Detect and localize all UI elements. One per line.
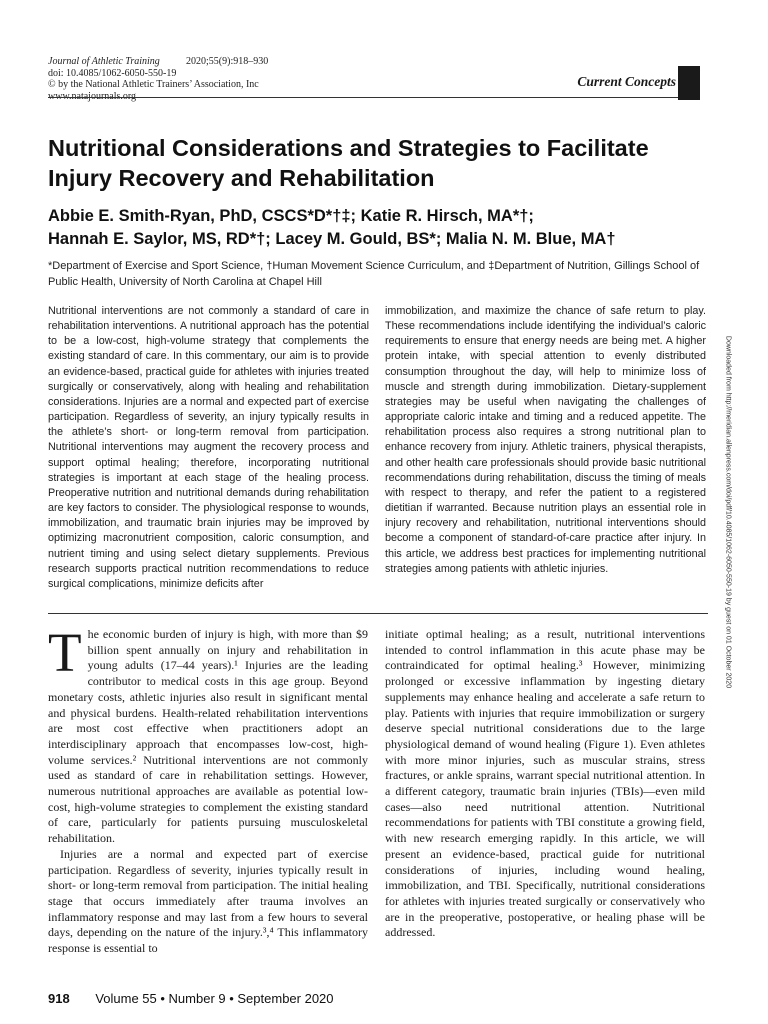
body-paragraph: initiate optimal healing; as a result, nutritional interventions intended to control inflammation in this acute phase may be contraindicated for optimal healing.³ However, minimizing prolonged or excessive inflammation by ingesting dietary supplements may enhance healing and accelerate a safe return to play. Patients with injuries that require immobilization or surgery deserve special nutritional considerations due to the large physiological demand of wound healing (Figure 1). Even athletes with more minor injuries, such as muscular strains, stress fractures, or ankle sprains, warrant special nutritional attention. In a different category, traumatic brain injuries (TBIs)—even mild cases—also need nutritional attention. Nutritional recommendations for patients with TBI constitute a growing field, with new research emerging rapidly. In this article, we will present an evidence-based, practical guide for nutritional considerations of injuries, including wound healing, immobilization, and TBI. Specifically, nutritional considerations for athletes with injuries treated surgically or conservatively who are in the preoperative, postoperative, or healing phase will be addressed. (385, 627, 705, 940)
header-rule (48, 97, 678, 98)
section-marker-block (678, 66, 700, 100)
journal-name: Journal of Athletic Training (48, 56, 160, 67)
body-right-column (385, 627, 705, 941)
authors-line-2: Hannah E. Saylor, MS, RD*†; Lacey M. Gould, BS*; Malia N. M. Blue, MA† (48, 230, 616, 248)
authors-line-1: Abbie E. Smith-Ryan, PhD, CSCS*D*†‡; Katie R. Hirsch, MA*†; (48, 207, 534, 225)
section-label: Current Concepts (577, 74, 676, 89)
abstract-left-column: Nutritional interventions are not commonly a standard of care in rehabilitation interventions. A nutritional approach has the potential to be a low-cost, high-volume strategy that complements the existing standard of care. In this commentary, our aim is to provide an evidence-based, practical guide for athletes with injuries treated surgically or conservatively, along with healing and rehabilitation considerations. Injuries are a normal and expected part of exercise participation. Regardless of severity, an injury typically results in the athlete’s short- or long-term removal from participation. Nutritional interventions may augment the recovery process and support optimal healing; therefore, incorporating nutritional strategies is important at each stage of the healing process. Preoperative nutrition and nutritional demands during rehabilitation are key factors to consider. The physiological response to wounds, immobilization, and traumatic brain injuries may be improved by optimizing macronutrient composition, caloric consumption, and nutrient timing and using select dietary supplements. Previous research supports practical nutrition recommendations to reduce surgical complications, minimize deficits after (48, 305, 369, 590)
body-left-column (48, 622, 368, 957)
download-note-text: Downloaded from http://meridian.allenpress.com/doi/pdf/10.4085/1062-6050-550-19 by guest on 01 October 2020 (724, 335, 732, 689)
affiliations: *Department of Exercise and Sport Science, †Human Movement Science Curriculum, and ‡Department of Nutrition, Gillings School of Public Health, University of North Carolina at Chapel Hill (48, 260, 700, 288)
download-watermark (713, 277, 743, 747)
page-footer (48, 991, 334, 1006)
article-title: Nutritional Considerations and Strategies to Facilitate Injury Recovery and Rehabilitation (48, 135, 649, 191)
journal-url: www.natajournals.org (48, 90, 137, 102)
body-paragraph: Injuries are a normal and expected part of exercise participation. Regardless of severity, injuries typically result in short- or long-term removal from participation. The initial healing stage that occurs immediately after trauma involves an inflammatory response and may last from a few hours to several days, depending on the nature of the injury.³,⁴ This inflammatory response is essential to (48, 846, 368, 956)
drop-cap: T (48, 622, 82, 683)
issue-info: Volume 55 • Number 9 • September 2020 (95, 991, 334, 1006)
body-paragraph (48, 622, 368, 847)
copyright: © by the National Athletic Trainers’ Association, Inc (48, 79, 259, 90)
abstract-divider (48, 613, 708, 614)
abstract-right-column: immobilization, and maximize the chance of safe return to play. These recommendations include identifying the individual’s caloric requirements to ensure that energy needs are being met. A higher protein intake, with special attention to evenly distributed consumption throughout the day, will help to minimize loss of muscle and strength during immobilization. Dietary-supplement strategies may be useful when navigating the challenges of appropriate caloric intake and timing and a reduced appetite. The rehabilitation process also requires a strong nutritional plan to enhance recovery from injury. Athletic trainers, physical therapists, and other health care professionals should provide basic nutritional recommendations during rehabilitation, discuss the timing of meals with respect to therapy, and refer the patient to a registered dietitian if warranted. Because nutrition plays an essential role in injury recovery and rehabilitation, nutritional interventions should become a component of standard-of-care practice after injury. In this article, we address best practices for implementing nutritional strategies among patients with athletic injuries. (385, 305, 706, 575)
author-list (48, 205, 708, 251)
page-number: 918 (48, 991, 70, 1006)
journal-header (48, 56, 268, 102)
journal-citation: 2020;55(9):918–930 (186, 56, 269, 67)
doi: doi: 10.4085/1062-6050-550-19 (48, 67, 177, 79)
paragraph-text: he economic burden of injury is high, with more than $9 billion spent annually on injury and rehabilitation in young adults (17–44 years).¹ Injuries are the leading contributor to medical costs in this age group. Beyond monetary costs, athletic injuries also result in significant mental and physical burdens. Health-related rehabilitation interventions are most cost effective when practitioners adopt an interdisciplinary approach that encompasses low-cost, high-volume services.² Nutritional interventions are not commonly used as standard of care in rehabilitation settings. However, numerous nutritional approaches are available as potential low-cost, high-volume strategies to complement the existing standard of care, particularly for patients pursuing musculoskeletal rehabilitation. (48, 627, 368, 846)
